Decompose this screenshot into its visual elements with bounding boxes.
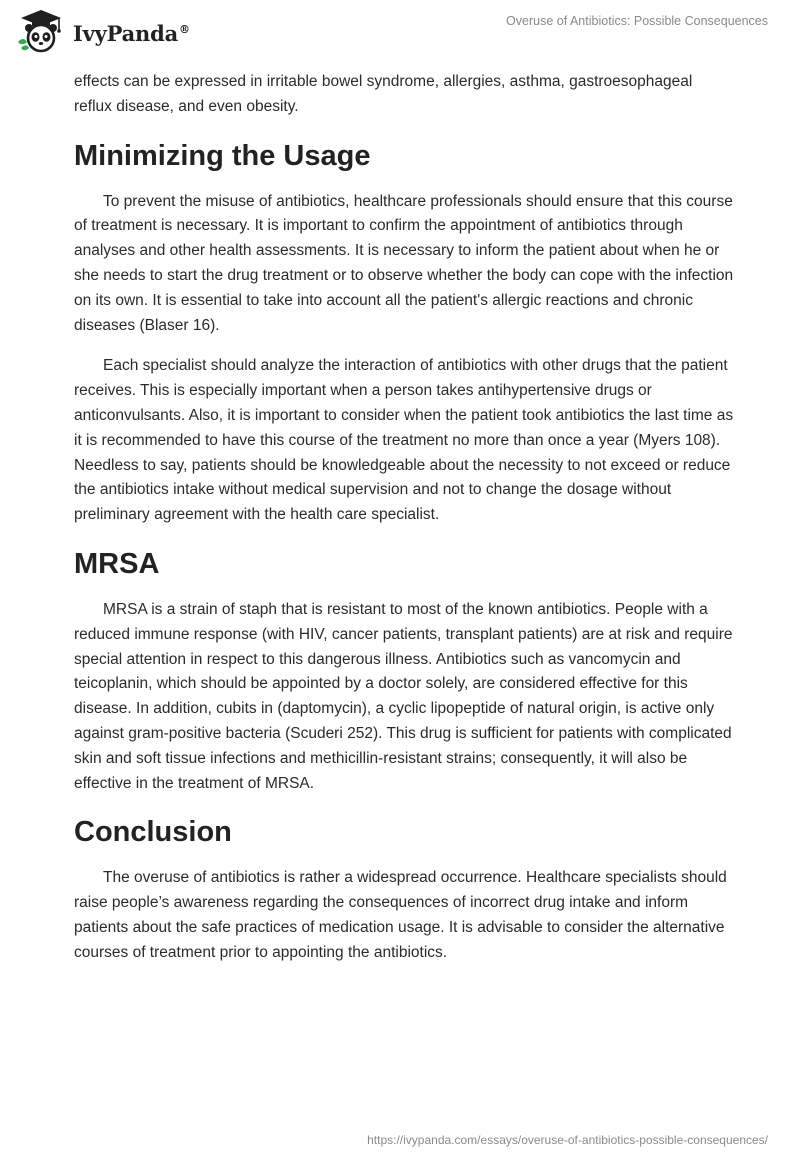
panda-graduate-icon	[15, 8, 67, 54]
paragraph: The overuse of antibiotics is rather a widespread occurrence. Healthcare specialists should raise people’s awareness regarding the consequences of incorrect drug intake and inform patients about the safe practices of medication usage. It is advisable to consider the alternative courses of treatment prior to appointing the antibiotics.	[74, 869, 727, 961]
section-heading-minimizing: Minimizing the Usage	[74, 139, 371, 172]
section-heading-mrsa: MRSA	[74, 547, 160, 580]
essay-body	[74, 70, 734, 982]
running-title: Overuse of Antibiotics: Possible Consequences	[506, 14, 768, 28]
paragraph: Each specialist should analyze the interaction of antibiotics with other drugs that the patient receives. This is especially important when a person takes antihypertensive drugs or anticonvulsants. Also, it is important to consider when the patient took antibiotics the last time as it is recommended to have this course of the treatment no more than once a year (Myers 108). Needless to say, patients should be knowledgeable about the necessity to not exceed or reduce the antibiotics intake without medical supervision and not to change the dosage without preliminary agreement with the health care specialist.	[74, 357, 734, 524]
page-header	[0, 0, 800, 60]
source-url[interactable]: https://ivypanda.com/essays/overuse-of-antibiotics-possible-consequences/	[367, 1133, 768, 1147]
paragraph: To prevent the misuse of antibiotics, healthcare professionals should ensure that this course of treatment is necessary. It is important to confirm the appointment of antibiotics through analyses and other health assessments. It is necessary to inform the patient about when he or she needs to start the drug treatment or to observe whether the body can cope with the infection on its own. It is essential to take into account all the patient's allergic reactions and chronic diseases (Blaser 16).	[74, 192, 734, 334]
section-heading-conclusion: Conclusion	[74, 816, 232, 849]
brand-name: IvyPanda®	[73, 20, 190, 46]
registered-mark: ®	[179, 22, 190, 36]
paragraph: MRSA is a strain of staph that is resistant to most of the known antibiotics. People with a reduced immune response (with HIV, cancer patients, transplant patients) are at risk and require special attention in respect to this dangerous illness. Antibiotics such as vancomycin and teicoplanin, which should be appointed by a doctor solely, are considered effective for this disease. In addition, cubits in (daptomycin), a cyclic lipopeptide of natural origin, is active only against gram-positive bacteria (Scuderi 252). This drug is sufficient for patients with complicated skin and soft tissue infections and methicillin-resistant strains; consequently, it will also be effective in the treatment of MRSA.	[74, 600, 733, 792]
brand-logo[interactable]	[15, 8, 190, 54]
intro-paragraph: effects can be expressed in irritable bowel syndrome, allergies, asthma, gastroesophageal reflux disease, and even obesity.	[74, 73, 693, 115]
